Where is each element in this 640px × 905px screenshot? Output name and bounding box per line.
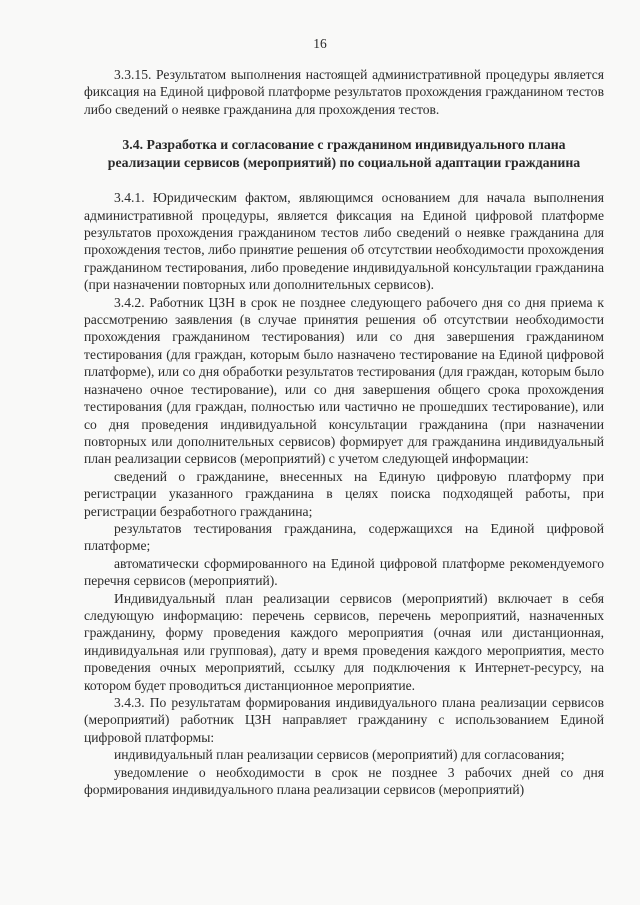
- paragraph-3-4-1: 3.4.1. Юридическим фактом, являющимся основанием для начала выполнения административной процедуры, является фиксация на Единой цифровой платформе результатов прохождения гражданином тестов либо сведений о неявке гражданина для прохождения тестов, либо принятие решения об отсутствии необходимости прохождения гражданином тестирования, либо проведение индивидуальной консультации гражданина (при назначении повторных или дополнительных сервисов).: [84, 190, 604, 293]
- list-item-citizen-info: сведений о гражданине, внесенных на Единую цифровую платформу при регистрации указанного гражданина в целях поиска подходящей работы, при регистрации безработного гражданина;: [84, 468, 604, 519]
- paragraph-3-3-15: 3.3.15. Результатом выполнения настоящей административной процедуры является фиксация на Единой цифровой платформе результатов прохождения гражданином тестов либо сведений о неявке гражданина для прохождения тестов.: [84, 67, 604, 117]
- section-heading-line-2: реализации сервисов (мероприятий) по социальной адаптации гражданина: [107, 155, 581, 171]
- paragraph-3-4-3: 3.4.3. По результатам формирования индивидуального плана реализации сервисов (мероприятий) работник ЦЗН направляет гражданину с использованием Единой цифровой платформы:: [84, 695, 604, 745]
- document-body: [84, 66, 604, 798]
- list-item-plan-approval: индивидуальный план реализации сервисов (мероприятий) для согласования;: [114, 747, 565, 763]
- paragraph-3-4-2: 3.4.2. Работник ЦЗН в срок не позднее следующего рабочего дня со дня приема к рассмотрению заявления (в случае принятия решения об отсутствии необходимости прохождения гражданином тестирования) или со дня завершения гражданином тестирования (для граждан, которым было назначено тестирование на Единой цифровой платформе), или со дня обработки результатов тестирования (для граждан, которым было назначено очное тестирование), или со дня завершения общего срока прохождения тестирования (для граждан, полностью или частично не прошедших тестирование), или со дня проведения индивидуальной консультации гражданина (при назначении повторных или дополнительных сервисов) формирует для гражданина индивидуальный план реализации сервисов (мероприятий) с учетом следующей информации:: [84, 294, 604, 467]
- paragraph-plan-info: Индивидуальный план реализации сервисов (мероприятий) включает в себя следующую информацию: перечень сервисов, перечень мероприятий, назначенных гражданину, форму проведения каждого мероприятия (очная или дистанционная, индивидуальная или групповая), дату и время проведения каждого мероприятия, место проведения очных мероприятий, ссылку для подключения к Интернет-ресурсу, на котором будет проводиться дистанционное мероприятие.: [84, 590, 604, 693]
- page-number: 16: [313, 36, 327, 51]
- section-heading-3-4: [84, 136, 604, 172]
- list-item-notification: уведомление о необходимости в срок не позднее 3 рабочих дней со дня формирования индивидуального плана реализации сервисов (мероприятий): [84, 764, 604, 798]
- section-heading-line-1: 3.4. Разработка и согласование с гражданином индивидуального плана: [122, 137, 566, 153]
- list-item-auto-services: автоматически сформированного на Единой цифровой платформе рекомендуемого перечня сервисов (мероприятий).: [84, 555, 604, 589]
- list-item-test-results: результатов тестирования гражданина, содержащихся на Единой цифровой платформе;: [84, 520, 604, 554]
